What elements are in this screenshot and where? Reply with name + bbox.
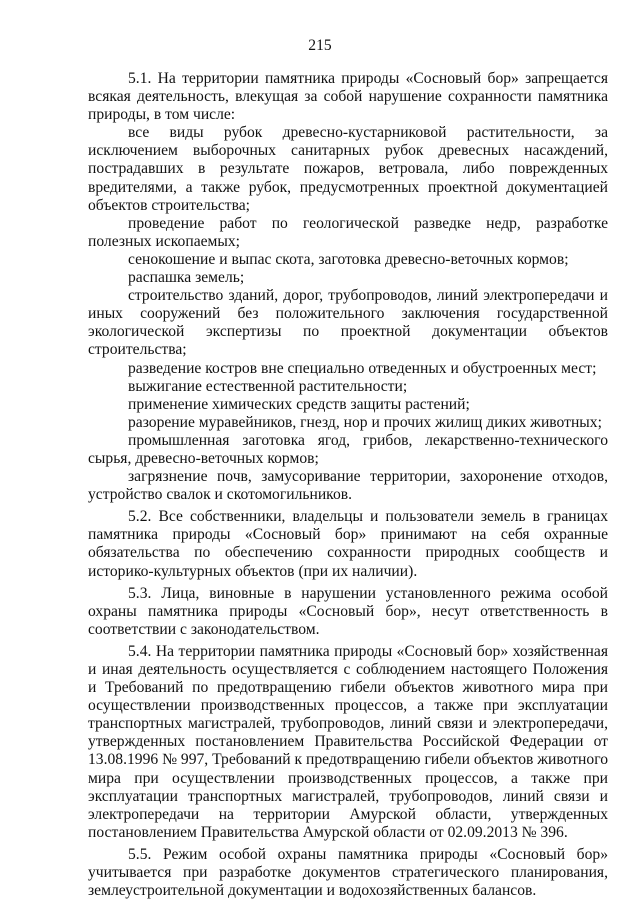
clause-5-5: 5.5. Режим особой охраны памятника природы «Сосновый бор» учитывается при разработке документов стратегического планирования, землеустроительной документации и водохозяйственных балансов. — [88, 845, 608, 900]
clause-5-1: 5.1. На территории памятника природы «Сосновый бор» запрещается всякая деятельность, влекущая за собой нарушение сохранности памятника природы, в том числе: — [88, 70, 608, 124]
clause-5-3: 5.3. Лица, виновные в нарушении установленного режима особой охраны памятника природы «Сосновый бор», несут ответственность в соответствии с законодательством. — [88, 584, 608, 638]
prohibition-harvesting: промышленная заготовка ягод, грибов, лекарственно-технического сырья, древесно-веточных кормов; — [88, 431, 608, 467]
prohibition-burning: выжигание естественной растительности; — [128, 377, 408, 395]
prohibition-construction: строительство зданий, дорог, трубопроводов, линий электропередачи и иных сооружений без положительного заключения государственной экологической экспертизы по проектной документации объектов строительства; — [88, 287, 608, 359]
prohibition-haymaking: сенокошение и выпас скота, заготовка древесно-веточных кормов; — [128, 250, 569, 268]
prohibition-chemicals: применение химических средств защиты растений; — [128, 395, 470, 413]
prohibition-campfires: разведение костров вне специально отведенных и обустроенных мест; — [128, 359, 597, 377]
prohibition-nest-destruction: разорение муравейников, гнезд, нор и прочих жилищ диких животных; — [128, 413, 602, 431]
prohibition-plowing: распашка земель; — [128, 269, 245, 287]
document-body — [88, 70, 608, 900]
page-number: 215 — [308, 37, 332, 54]
prohibition-logging: все виды рубок древесно-кустарниковой растительности, за исключением выборочных санитарных рубок древесных насаждений, пострадавших в результате пожаров, ветровала, либо поврежденных вредителями, а также рубок, предусмотренных проектной документацией объектов строительства; — [88, 124, 608, 214]
clause-5-2: 5.2. Все собственники, владельцы и пользователи земель в границах памятника природы «Сосновый бор» принимают на себя охранные обязательства по обеспечению сохранности природных сообществ и историко-культурных объектов (при их наличии). — [88, 508, 608, 580]
prohibition-pollution: загрязнение почв, замусоривание территории, захоронение отходов, устройство свалок и скотомогильников. — [88, 468, 608, 504]
clause-5-4: 5.4. На территории памятника природы «Сосновый бор» хозяйственная и иная деятельность осуществляется с соблюдением настоящего Положения и Требований по предотвращению гибели объектов животного мира при осуществлении производственных процессов, а также при эксплуатации транспортных магистралей, трубопроводов, линий связи и электропередачи, утвержденных постановлением Правительства Российской Федерации от 13.08.1996 № 997, Требований к предотвращению гибели объектов животного мира при осуществлении производственных процессов, а также при эксплуатации транспортных магистралей, трубопроводов, линий связи и электропередачи на территории Амурской области, утвержденных постановлением Правительства Амурской области от 02.09.2013 № 396. — [88, 642, 608, 841]
prohibition-geology: проведение работ по геологической разведке недр, разработке полезных ископаемых; — [88, 214, 608, 250]
